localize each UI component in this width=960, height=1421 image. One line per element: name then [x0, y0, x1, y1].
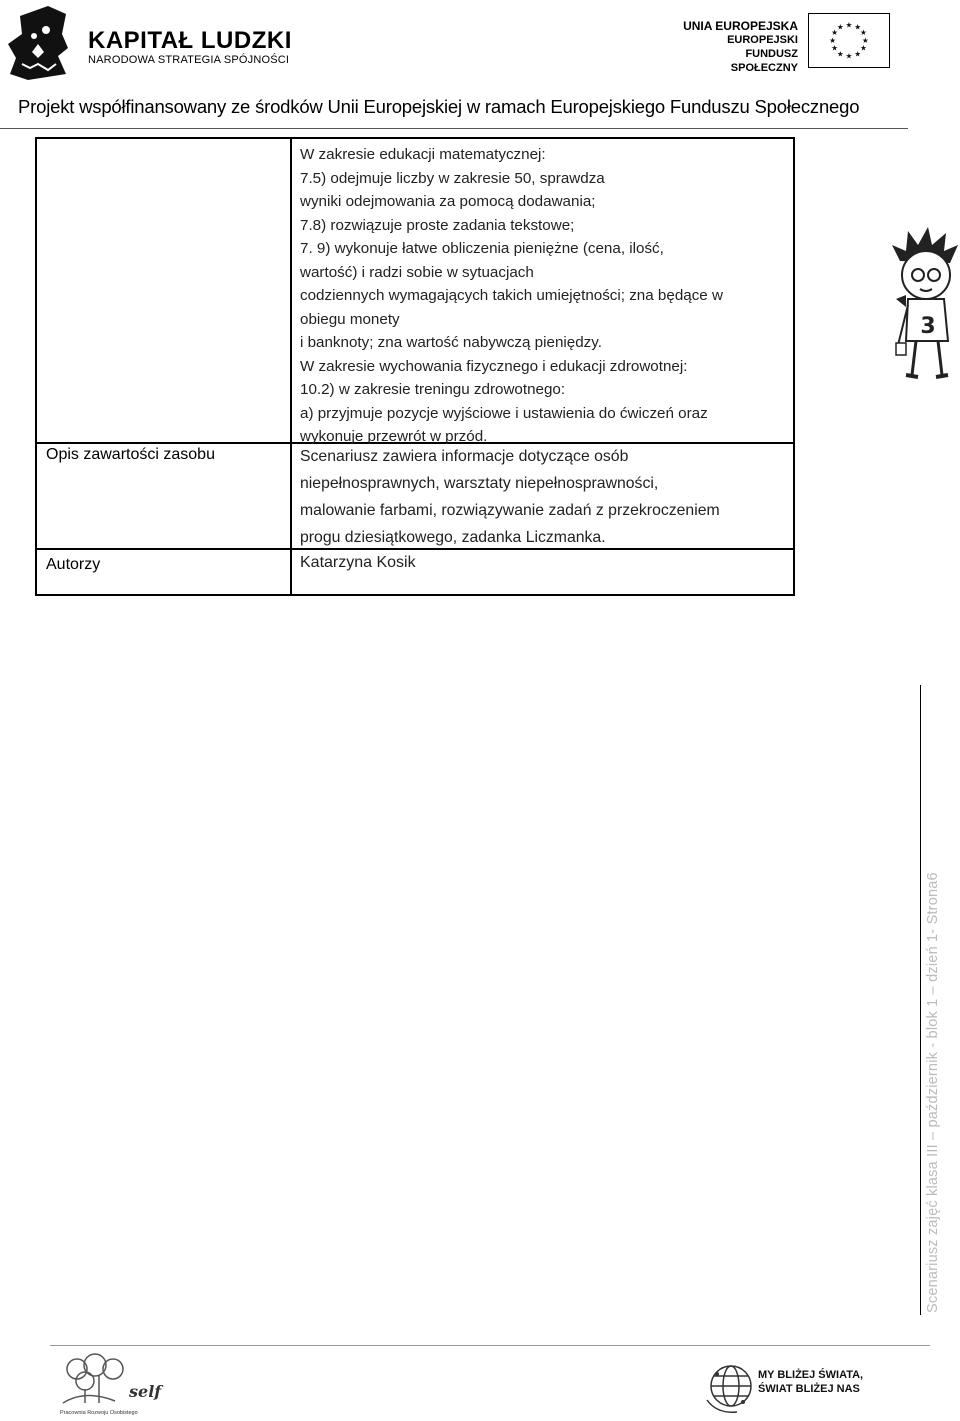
svg-text:★: ★	[854, 22, 862, 32]
footer-slogan-line2: ŚWIAT BLIŻEJ NAS	[758, 1383, 860, 1395]
text-line: progu dziesiątkowego, zadanka Liczmanka.	[300, 529, 606, 546]
svg-text:★: ★	[860, 43, 867, 53]
mascot-number: 3	[920, 314, 936, 339]
svg-text:★: ★	[836, 22, 844, 32]
row-label-authors: Autorzy	[46, 556, 101, 573]
svg-text:★: ★	[860, 28, 867, 38]
row-label-description: Opis zawartości zasobu	[46, 446, 215, 463]
side-divider	[920, 685, 921, 1315]
text-line: i banknoty; zna wartość nabywczą pieniędzy.	[300, 334, 602, 351]
text-line: malowanie farbami, rozwiązywanie zadań z przekroczeniem	[300, 502, 720, 519]
eu-label	[678, 19, 798, 75]
text-line: W zakresie wychowania fizycznego i edukacji zdrowotnej:	[300, 357, 688, 375]
self-logo-text: self	[129, 1382, 162, 1401]
svg-text:★: ★	[861, 35, 869, 45]
text-line: 7.5) odejmuje liczby w zakresie 50, sprawdza	[300, 169, 605, 187]
page-footer-vertical: Scenariusz zajęć klasa III – październik - blok 1 – dzień 1- Strona6	[925, 872, 941, 1313]
svg-text:★: ★	[829, 35, 837, 45]
curriculum-text	[300, 143, 723, 449]
self-logo-caption: Pracownia Rozwoju Osobistego	[60, 1410, 138, 1416]
footer-slogan-line1: MY BLIŻEJ ŚWIATA,	[758, 1369, 864, 1381]
resource-description-text	[300, 443, 720, 551]
text-line: wykonuje przewrót w przód.	[300, 428, 488, 445]
text-line: 10.2) w zakresie treningu zdrowotnego:	[300, 381, 566, 398]
text-line: niepełnosprawnych, warsztaty niepełnosprawności,	[300, 475, 659, 492]
eu-label-line1: UNIA EUROPEJSKA	[683, 19, 798, 33]
globe-logo-icon	[703, 1356, 755, 1418]
svg-text:★: ★	[836, 49, 844, 59]
class-mascot-icon	[886, 225, 960, 385]
text-line: wyniki odejmowania za pomocą dodawania;	[300, 193, 596, 210]
text-line: a) przyjmuje pozycje wyjściowe i ustawienia do ćwiczeń oraz	[300, 404, 708, 422]
svg-text:★: ★	[831, 28, 838, 38]
footer-slogan	[758, 1368, 863, 1396]
text-line: Katarzyna Kosik	[300, 554, 416, 571]
eu-flag-icon	[808, 13, 890, 68]
svg-text:★: ★	[831, 43, 838, 53]
self-logo-icon	[55, 1353, 162, 1417]
text-line: codziennych wymagających takich umiejętności; zna będące w	[300, 287, 723, 304]
eu-label-line2: EUROPEJSKI	[727, 34, 798, 46]
text-line: W zakresie edukacji matematycznej:	[300, 146, 546, 163]
content-table	[35, 137, 795, 596]
authors-text	[300, 553, 416, 573]
text-line: 7.8) rozwiązuje proste zadania tekstowe;	[300, 216, 575, 234]
logo-subtitle: NARODOWA STRATEGIA SPÓJNOŚCI	[88, 54, 290, 66]
logo-title: KAPITAŁ LUDZKI	[88, 27, 292, 54]
text-line: Scenariusz zawiera informacje dotyczące osób	[300, 448, 629, 465]
footer-divider	[50, 1345, 930, 1346]
svg-text:★: ★	[854, 49, 862, 59]
header-tagline: Projekt współfinansowany ze środków Unii Europejskiej w ramach Europejskiego Funduszu Społecznego	[18, 96, 860, 117]
kapital-ludzki-logo-icon	[8, 4, 68, 82]
svg-text:★: ★	[845, 51, 853, 61]
column-divider	[290, 139, 292, 594]
text-line: wartość) i radzi sobie w sytuacjach	[300, 263, 534, 281]
svg-text:★: ★	[845, 20, 853, 30]
text-line: obiegu monety	[300, 310, 400, 328]
header-divider	[0, 128, 908, 129]
eu-label-line3: FUNDUSZ SPOŁECZNY	[730, 48, 798, 74]
text-line: 7. 9) wykonuje łatwe obliczenia pieniężne (cena, ilość,	[300, 240, 664, 257]
